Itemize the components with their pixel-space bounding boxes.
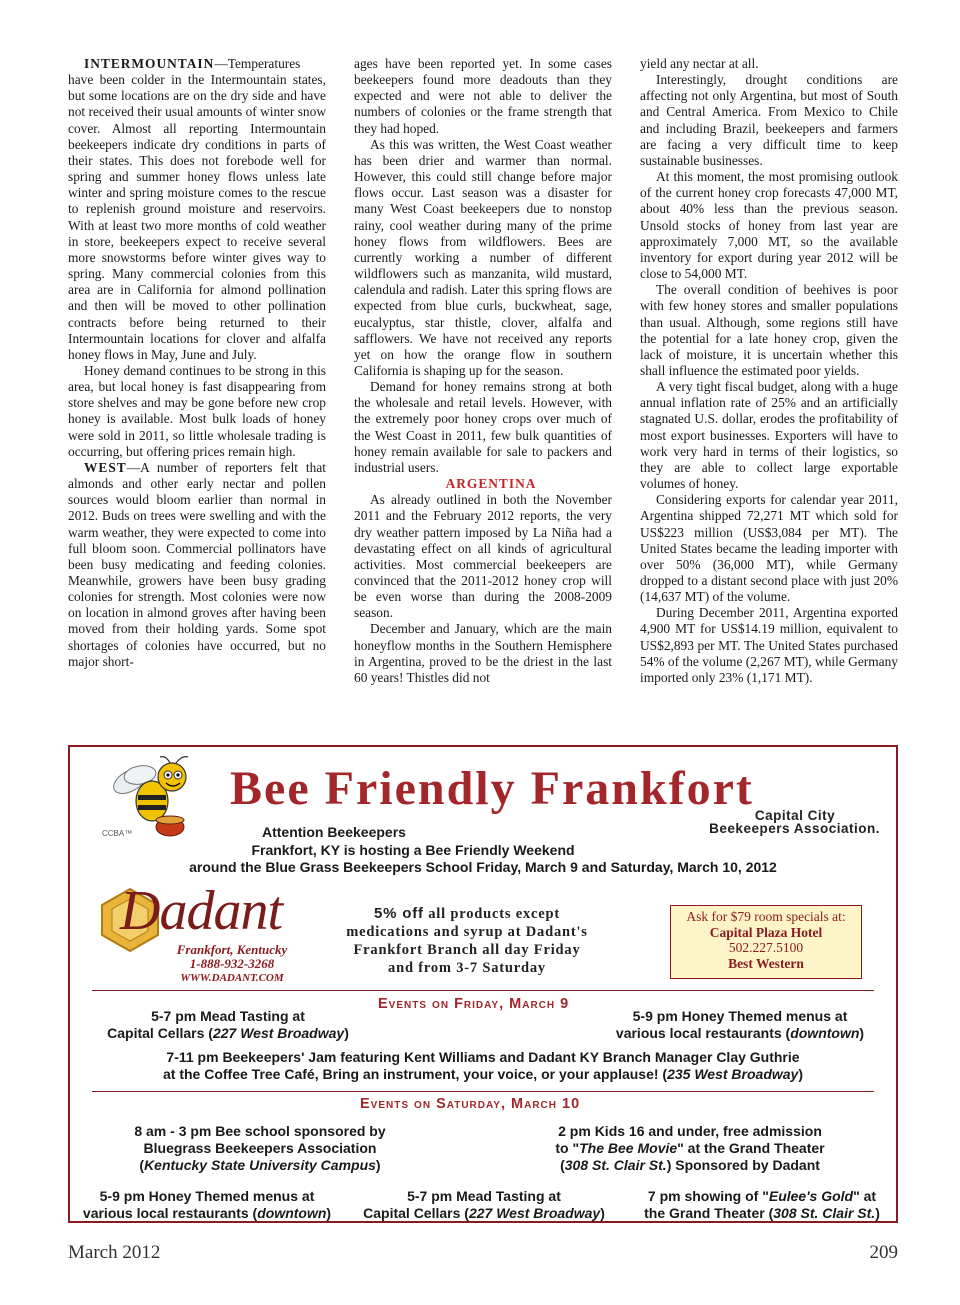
- dadant-contact: Frankfort, Kentucky 1-888-932-3268 WWW.DADANT.COM: [176, 942, 288, 984]
- friday-event-beekeepers-jam: 7-11 pm Beekeepers' Jam featuring Kent Williams and Dadant KY Branch Manager Clay Guthrie at the Coffee Tree Café, Bring an instrument, your voice, or your applause! (235 West Broadway): [162, 1049, 804, 1082]
- paragraph: Demand for honey remains strong at both the wholesale and retail levels. However, with the extremely poor honey crops over much of the West Coast in 2011, few bulk quantities of honey remain available for sale to packers and industrial users.: [354, 379, 612, 475]
- ccba-logo-tag: CCBA™: [102, 829, 133, 838]
- west-paragraph: WEST—A number of reporters felt that almonds and other early nectar and pollen sources would bloom earlier than normal in 2012. Buds on trees were swelling and with the warm weather, they were expected to come into full bloom soon. Commercial pollinators have been busy medicating and feeding colonies. Meanwhile, growers have been busy grading colonies for strength. Most colonies were now on location in almond groves after having been moved from their holding yards. Some spot shortages of colonies have occurred, but no major short-: [68, 459, 326, 669]
- paragraph: As already outlined in both the November 2011 and the February 2012 reports, the very dry weather pattern imposed by La Niña had a devastating effect on all kinds of agricultural activities. Most commercial beekeepers are convinced that the 2011-2012 honey crop will be even worse than during the 2008-2009 season.: [354, 492, 612, 621]
- divider: [92, 1091, 874, 1092]
- hotel-special-box: Ask for $79 room specials at: Capital Plaza Hotel 502.227.5100 Best Western: [670, 905, 862, 979]
- intermountain-paragraph: INTERMOUNTAIN—Temperatures have been colder in the Intermountain states, but some locations are on the dry side and have not received their usual amounts of winter snow cover. Almost all reporting Intermountain beekeepers indicate dry conditions in parts of their states. This does not forebode well for spring and summer honey flows unless late winter and spring moisture comes to the rescue to replenish ground moisture and reservoirs. With at least two more months of cold weather in store, beekeepers expect to receive several more snowstorms before winter gives way to spring. Many commercial colonies from this area are in California for almond pollination and then will be moved to other pollination contracts before being returned to their Intermountain locations for clover and alfalfa honey flows in May, June and July.: [68, 56, 326, 362]
- saturday-event-honey-menus: 5-9 pm Honey Themed menus at various local restaurants (downtown): [82, 1188, 332, 1221]
- saturday-events-heading: Events on Saturday, March 10: [360, 1096, 581, 1112]
- friday-event-honey-menus: 5-9 pm Honey Themed menus at various local restaurants (downtown): [615, 1008, 865, 1041]
- friday-events-heading: Events on Friday, March 9: [378, 996, 570, 1012]
- paragraph: Considering exports for calendar year 2011, Argentina shipped 72,271 MT which sold for US$223 million (US$3,084 per MT). The United States became the leading importer with over 50% (36,000 MT), while Germany dropped to a distant second place with just 20% (14,637 MT) of the volume.: [640, 492, 898, 605]
- page-number: 209: [869, 1242, 898, 1263]
- paragraph: During December 2011, Argentina exported 4,900 MT for US$14.19 million, equivalent to US$2,893 per MT. The United States purchased 54% of the volume (2,267 MT), while Germany imported only 23% (1,171 MT).: [640, 605, 898, 685]
- article-column-1: [68, 56, 326, 670]
- article-column-3: [640, 56, 898, 686]
- saturday-event-bee-school: 8 am - 3 pm Bee school sponsored by Bluegrass Beekeepers Association (Kentucky State University Campus): [134, 1123, 386, 1173]
- paragraph: As this was written, the West Coast weather has been drier and warmer than normal. However, this could still change before major flows occur. Last season was a disaster for many West Coast beekeepers due to nonstop rainy, cool weather during many of the prime honey flows from wildflowers. Bees are currently working a number of different wildflowers such as manzanita, wild mustard, calendula and radish. Later this spring flows are expected from blue curls, buckwheat, sage, eucalyptus, star thistle, clover, alfalfa and safflowers. We have not received any reports yet on how the orange flow in southern California is shaping up for the season.: [354, 136, 612, 378]
- friday-event-mead-tasting: 5-7 pm Mead Tasting at Capital Cellars (227 West Broadway): [107, 1008, 349, 1041]
- paragraph: At this moment, the most promising outlook of the current honey crop forecasts 47,000 MT, about 40% less than the previous season. Unsold stocks of honey from last year are approximately 7,000 MT, so the available inventory for export during year 2012 will be close to 54,000 MT.: [640, 169, 898, 282]
- honey-demand-paragraph: Honey demand continues to be strong in this area, but local honey is fast disappearing from store shelves and may be gone before new crop honey is available. Most bulk loads of honey were sold in 2011, so little wholesale trading is occurring, but offering prices remain high.: [68, 362, 326, 459]
- paragraph: A very tight fiscal budget, along with a huge annual inflation rate of 25% and an artificially stagnated U.S. dollar, erodes the profitability of most export businesses. Exporters will have to work very hard in terms of their logistics, so they are able to collect large exportable volumes of honey.: [640, 379, 898, 492]
- region-label-intermountain: INTERMOUNTAIN: [84, 56, 215, 71]
- paragraph: December and January, which are the main honeyflow months in the Southern Hemisphere in Argentina, proved to be the driest in the last 60 years! Thistles did not: [354, 621, 612, 685]
- intro-text: Frankfort, KY is hosting a Bee Friendly Weekend around the Blue Grass Beekeepers School Friday, March 9 and Saturday, March 10, 2012: [189, 842, 777, 875]
- paragraph: The overall condition of beehives is poor with few honey stores and smaller populations than usual. Although, some regions still have the potential for a late honey crop, given the lack of moisture, it is uncertain whether this shall influence the estimated poor yields.: [640, 282, 898, 378]
- dadant-wordmark: Dadant: [120, 880, 282, 942]
- divider: [92, 990, 874, 991]
- paragraph: yield any nectar at all.: [640, 56, 759, 71]
- attention-line: Attention Beekeepers: [262, 824, 406, 840]
- ad-title: Bee Friendly Frankfort: [230, 762, 754, 815]
- capital-city-beekeepers-association: Capital City Beekeepers Association.: [709, 808, 880, 836]
- article-column-2: [354, 56, 612, 686]
- paragraph: ages have been reported yet. In some cases beekeepers found more deadouts than they expected and were not able to deliver the numbers of colonies or the frame strength that they had hoped.: [354, 56, 612, 136]
- bee-friendly-frankfort-ad: [68, 745, 898, 1223]
- dadant-logo: [100, 880, 310, 985]
- region-label-west: WEST: [84, 459, 127, 475]
- saturday-event-eulees-gold: 7 pm showing of "Eulee's Gold" at the Grand Theater (308 St. Clair St.): [644, 1188, 880, 1221]
- saturday-event-bee-movie: 2 pm Kids 16 and under, free admission to "The Bee Movie" at the Grand Theater (308 St. Clair St.) Sponsored by Dadant: [555, 1123, 825, 1173]
- paragraph: Interestingly, drought conditions are affecting not only Argentina, but most of South and Central America. From Mexico to Chile and including Brazil, beekeepers and farmers are facing a very difficult time to keep sustainable businesses.: [640, 72, 898, 168]
- section-heading-argentina: ARGENTINA: [445, 476, 537, 492]
- issue-date: March 2012: [68, 1242, 161, 1263]
- dadant-promo: 5% off all products except medications and syrup at Dadant's Frankfort Branch all day Friday and from 3-7 Saturday: [346, 905, 588, 976]
- saturday-event-mead-tasting: 5-7 pm Mead Tasting at Capital Cellars (227 West Broadway): [363, 1188, 605, 1221]
